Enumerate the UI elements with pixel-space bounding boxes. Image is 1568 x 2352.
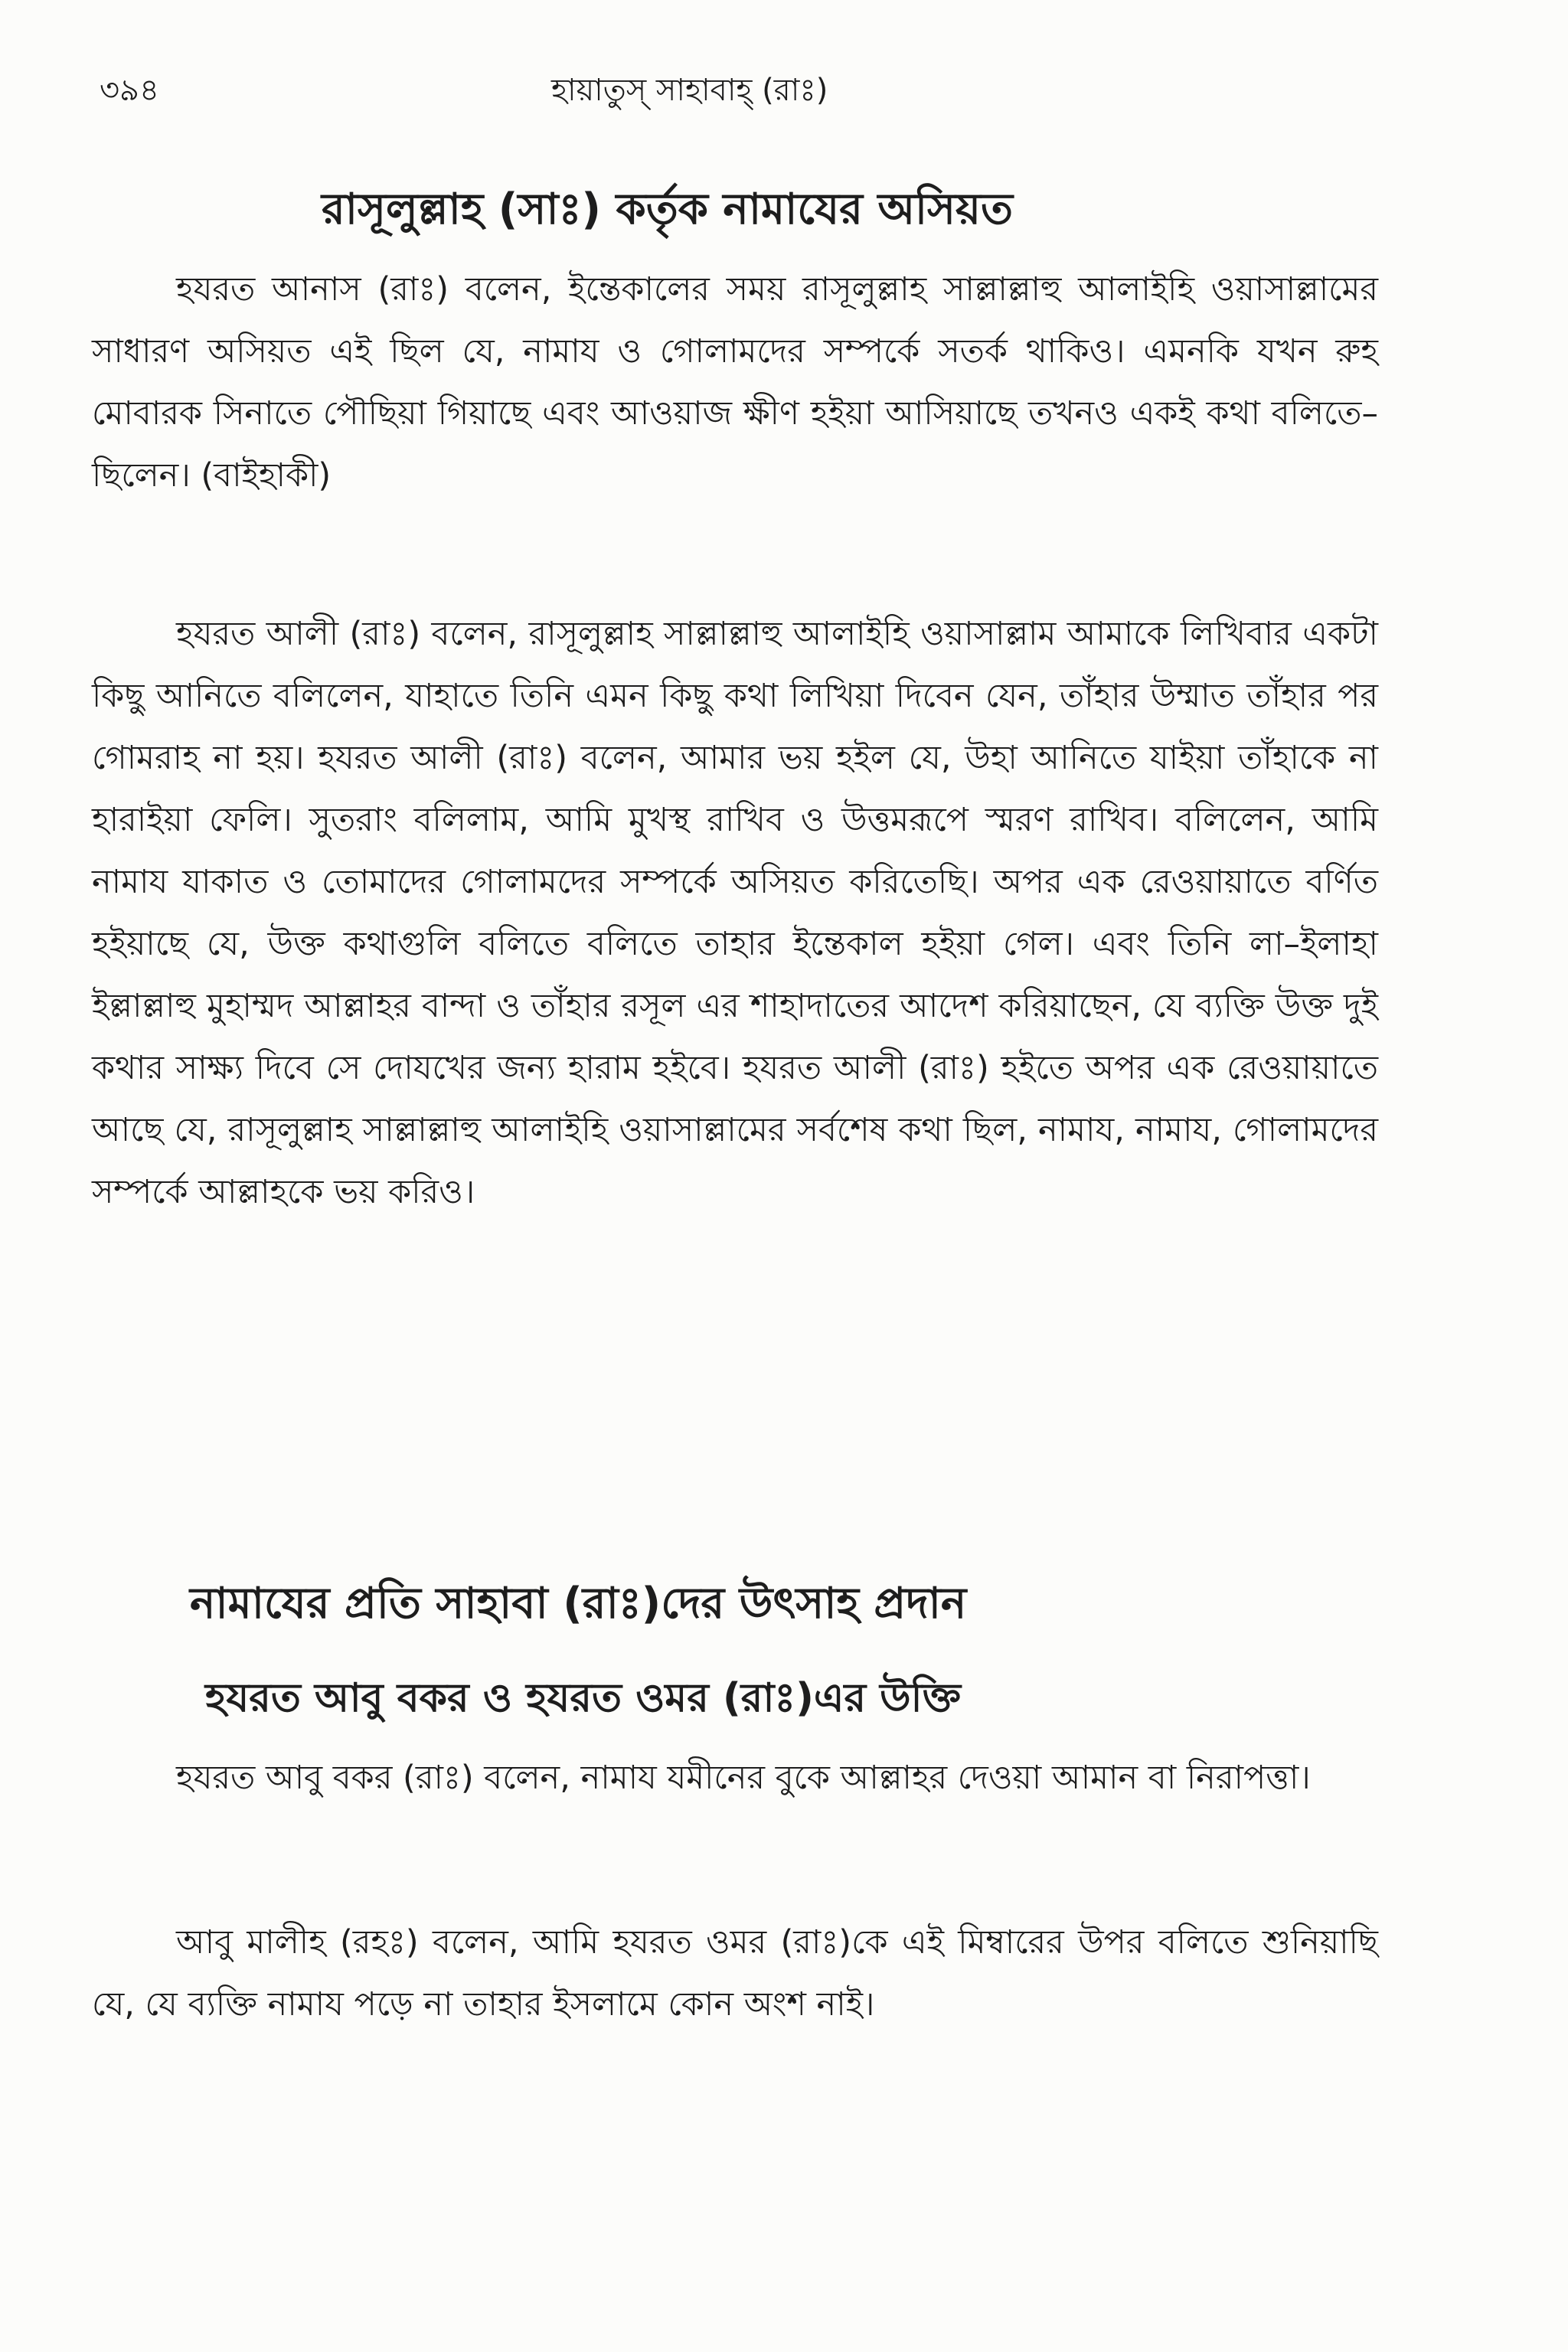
section-title: নামাযের প্রতি সাহাবা (রাঃ)দের উৎসাহ প্রদান — [190, 1579, 967, 1628]
page-number: ৩৯৪ — [100, 73, 159, 108]
paragraph-abu-bakr: হযরত আবু বকর (রাঃ) বলেন, নামায যমীনের বুকে আল্লাহর দেওয়া আমান বা নিরাপত্তা। — [176, 1759, 1311, 1797]
paragraph-abu-malih: আবু মালীহ (রহঃ) বলেন, আমি হযরত ওমর (রাঃ)কে এই মিম্বারের উপর বলিতে শুনিয়াছি যে, যে ব্যক্তি নামায পড়ে না তাহার ইসলামে কোন অংশ নাই। — [92, 1923, 1378, 2024]
running-title: হায়াতুস্ সাহাবাহ্ (রাঃ) — [551, 73, 828, 108]
paragraph-ali: হযরত আলী (রাঃ) বলেন, রাসূলুল্লাহ সাল্লাল্লাহু আলাইহি ওয়াসাল্লাম আমাকে লিখিবার একটা কিছু আনিতে বলিলেন, যাহাতে তিনি এমন কিছু কথা লিখিয়া দিবেন যেন, তাঁহার উম্মাত তাঁহার পর গোমরাহ না হয়। হযরত আলী (রাঃ) বলেন, আমার ভয় হইল যে, উহা আনিতে যাইয়া তাঁহাকে না হারাইয়া ফেলি। সুতরাং বলিলাম, আমি মুখস্থ রাখিব ও উত্তমরূপে স্মরণ রাখিব। বলিলেন, আমি নামায যাকাত ও তোমাদের গোলামদের সম্পর্কে অসিয়ত করিতেছি। অপর এক রেওয়ায়াতে বর্ণিত হইয়াছে যে, উক্ত কথাগুলি বলিতে বলিতে তাহার ইন্তেকাল হইয়া গেল। এবং তিনি লা–ইলাহা ইল্লাল্লাহু মুহাম্মদ আল্লাহর বান্দা ও তাঁহার রসূল এর শাহাদাতের আদেশ করিয়াছেন, যে ব্যক্তি উক্ত দুই কথার সাক্ষ্য দিবে সে দোযখের জন্য হারাম হইবে। হযরত আলী (রাঃ) হইতে অপর এক রেওয়ায়াতে আছে যে, রাসূলুল্লাহ সাল্লাল্লাহু আলাইহি ওয়াসাল্লামের সর্বশেষ কথা ছিল, নামায, নামায, গোলামদের সম্পর্কে আল্লাহকে ভয় করিও। — [92, 615, 1378, 1211]
paragraph-anas: হযরত আনাস (রাঃ) বলেন, ইন্তেকালের সময় রাসূলুল্লাহ সাল্লাল্লাহু আলাইহি ওয়াসাল্লামের সাধারণ অসিয়ত এই ছিল যে, নামায ও গোলামদের সম্পর্কে সতর্ক থাকিও। এমনকি যখন রুহ মোবারক সিনাতে পৌছিয়া গিয়াছে এবং আওয়াজ ক্ষীণ হইয়া আসিয়াছে তখনও একই কথা বলিতে–ছিলেন। (বাইহাকী) — [92, 270, 1378, 495]
section-subtitle: হযরত আবু বকর ও হযরত ওমর (রাঃ)এর উক্তি — [205, 1675, 962, 1721]
page-header — [100, 67, 1378, 121]
section-title: রাসূলুল্লাহ (সাঃ) কর্তৃক নামাযের অসিয়ত — [322, 185, 1013, 234]
